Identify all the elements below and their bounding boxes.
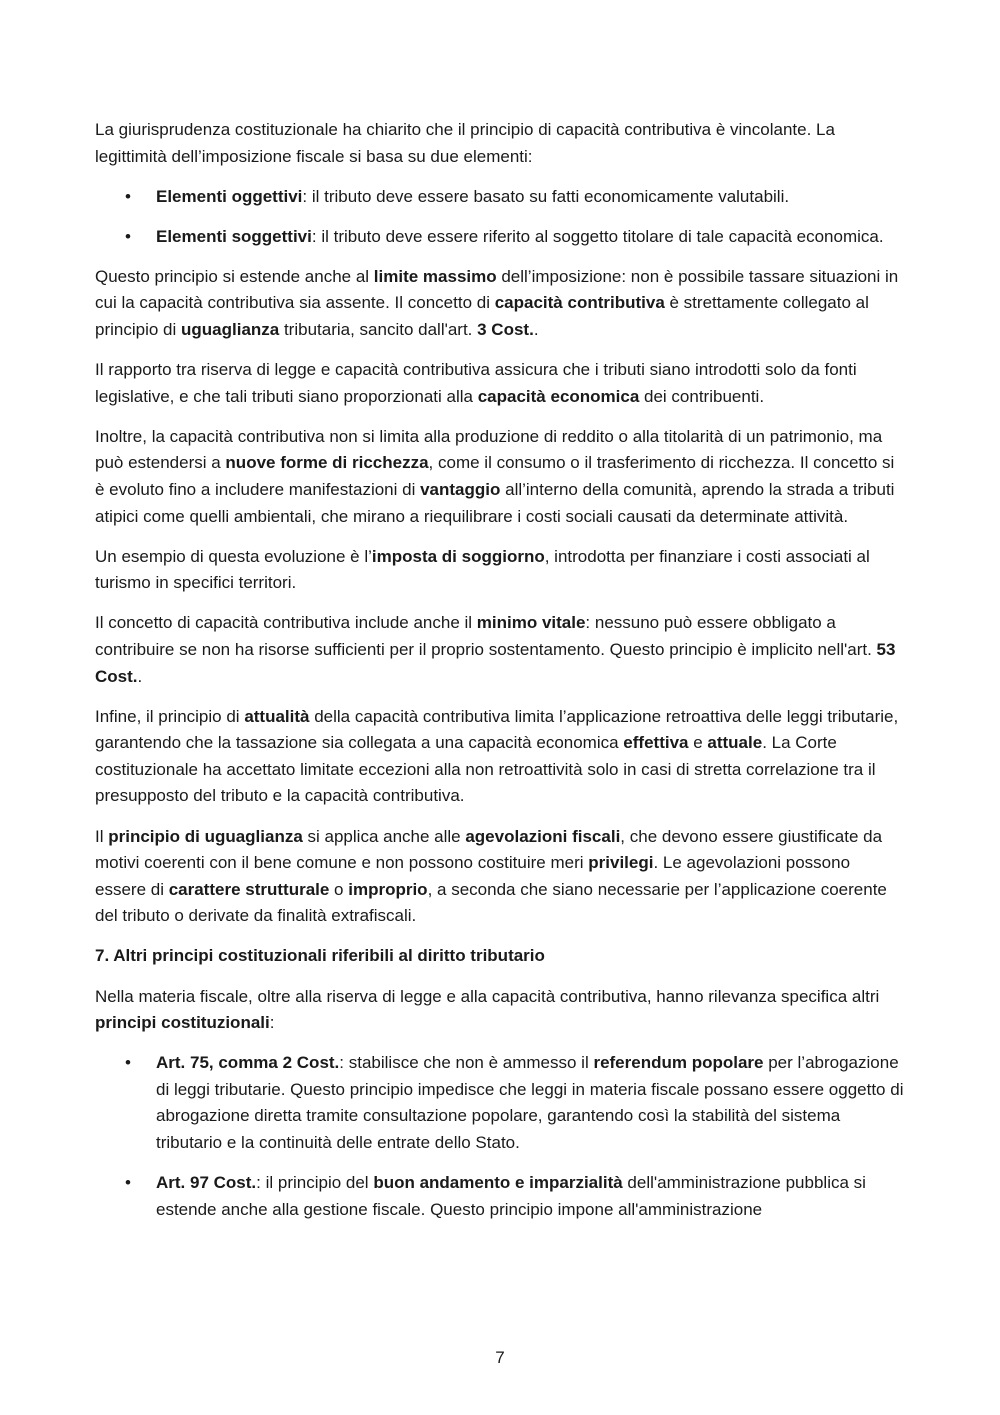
paragraph: Inoltre, la capacità contributiva non si limita alla produzione di reddito o alla titolarità di un patrimonio, ma può estendersi a nuove forme di ricchezza, come il consumo o il trasferimento di ricchezza. Il concetto si è evoluto fino a includere manifestazioni di vantaggio all’interno della comunità, aprendo la strada a tributi atipici come quelli ambientali, che mirano a riequilibrare i costi sociali causati da determinate attività. [95,426,895,526]
bullet-icon: • [125,186,131,206]
bold-term: buon andamento e imparzialità [373,1173,623,1193]
bold-term: principio di uguaglianza [108,826,303,846]
bold-term: minimo vitale [476,613,586,633]
bold-term: nuove forme di ricchezza [225,453,429,473]
paragraph: Il concetto di capacità contributiva include anche il minimo vitale: nessuno può essere obbligato a contribuire se non ha risorse sufficienti per il proprio sostentamento. Questo principio è implicito nell'art. 53 Cost.. [95,613,896,686]
bullet-icon: • [125,1173,131,1193]
bold-term: vantaggio [420,480,501,500]
list-item-text: Elementi soggettivi: il tributo deve essere riferito al soggetto titolare di tale capacità economica. [156,226,884,246]
list-item [95,1050,905,1156]
paragraph: Infine, il principio di attualità della capacità contributiva limita l’applicazione retroattiva delle leggi tributarie, garantendo che la tassazione sia collegata a una capacità economica effettiva e attuale. La Corte costituzionale ha accettato limitate eccezioni alla non retroattività solo in casi di stretta correlazione tra il presupposto del tributo e la capacità contributiva. [95,706,899,806]
bold-term: privilegi [588,853,654,873]
paragraph: Questo principio si estende anche al limite massimo dell’imposizione: non è possibile tassare situazioni in cui la capacità contributiva sia assente. Il concetto di capacità contributiva è strettamente collegato al principio di uguaglianza tributaria, sancito dall'art. 3 Cost.. [95,266,899,340]
bold-term: referendum popolare [593,1053,764,1073]
bold-term: imposta di soggiorno [371,546,545,566]
section-heading: 7. Altri principi costituzionali riferibili al diritto tributario [95,946,545,966]
list-item-text: Elementi oggettivi: il tributo deve essere basato su fatti economicamente valutabili. [156,186,790,206]
bold-term: Art. 97 Cost. [156,1173,257,1193]
bullet-icon: • [125,226,131,246]
bold-term: carattere strutturale [168,879,330,899]
bold-term: 53 Cost. [95,640,896,686]
bold-term: principi costituzionali [95,1013,270,1033]
page-content [95,117,905,1237]
bold-term: Elementi oggettivi [156,186,303,206]
bold-term: capacità contributiva [494,293,665,313]
paragraph: Nella materia fiscale, oltre alla riserva di legge e alla capacità contributiva, hanno rilevanza specifica altri principi costituzionali: [95,986,880,1033]
bold-term: Elementi soggettivi [156,226,312,246]
bold-term: attualità [244,706,310,726]
bold-term: 3 Cost. [477,320,534,340]
list-item-text: Art. 75, comma 2 Cost.: stabilisce che non è ammesso il referendum popolare per l’abrogazione di leggi tributarie. Questo principio impedisce che leggi in materia fiscale possano essere oggetto di abrogazione diretta tramite consultazione popolare, garantendo così la stabilità del sistema tributario e la continuità delle entrate dello Stato. [156,1053,904,1152]
list-item-text: Art. 97 Cost.: il principio del buon andamento e imparzialità dell'amministrazione pubblica si estende anche alla gestione fiscale. Questo principio impone all'amministrazione [156,1173,866,1219]
paragraph: Il rapporto tra riserva di legge e capacità contributiva assicura che i tributi siano introdotti solo da fonti legislative, e che tali tributi siano proporzionati alla capacità economica dei contribuenti. [95,360,857,406]
bold-term: agevolazioni fiscali [465,826,621,846]
bold-term: capacità economica [477,386,640,406]
bullet-list-principles [95,1050,905,1223]
bullet-icon: • [125,1053,131,1073]
bold-term: limite massimo [373,266,497,286]
page-number: 7 [495,1348,505,1367]
list-item [95,184,905,211]
bold-term: effettiva [623,733,689,753]
bold-term: improprio [348,879,428,899]
list-item [95,1170,905,1223]
bullet-list-elements [95,184,905,251]
bold-term: uguaglianza [181,320,280,340]
paragraph: Il principio di uguaglianza si applica anche alle agevolazioni fiscali, che devono essere giustificate da motivi coerenti con il bene comune e non possono costituire meri privilegi. Le agevolazioni possono essere di carattere strutturale o improprio, a seconda che siano necessarie per l’applicazione coerente del tributo o derivate da finalità extrafiscali. [95,826,887,926]
paragraph: La giurisprudenza costituzionale ha chiarito che il principio di capacità contributiva è vincolante. La legittimità dell’imposizione fiscale si basa su due elementi: [95,120,835,166]
paragraph: Un esempio di questa evoluzione è l’imposta di soggiorno, introdotta per finanziare i costi associati al turismo in specifici territori. [95,546,870,593]
bold-term: Art. 75, comma 2 Cost. [156,1053,340,1073]
list-item [95,224,905,251]
bold-term: attuale [707,733,763,753]
